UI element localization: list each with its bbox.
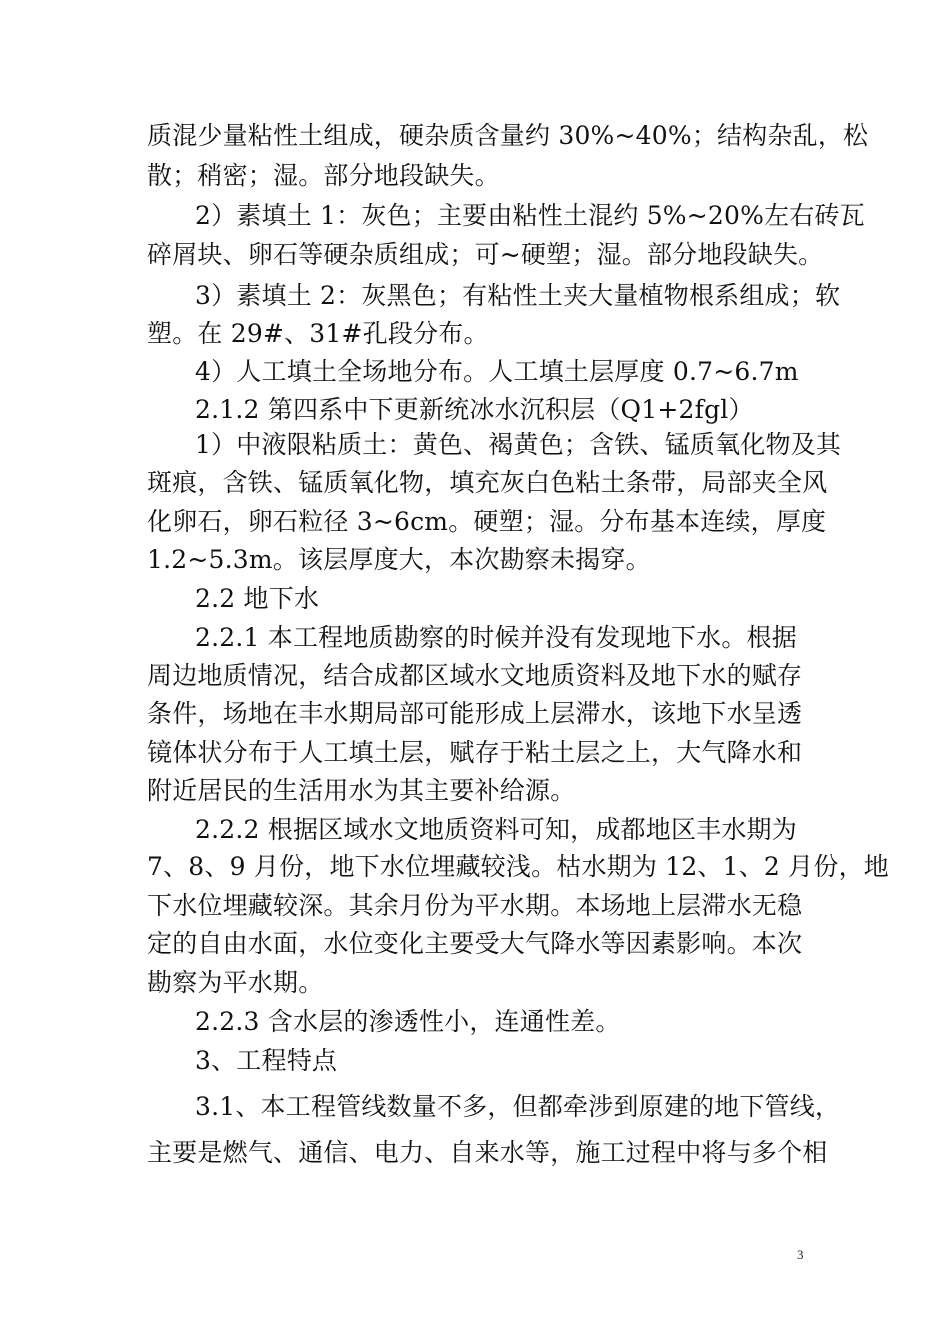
text-line: 3）素填土 2：灰黑色；有粘性土夹大量植物根系组成；软 [195, 281, 841, 310]
text-line: 碎屑块、卵石等硬杂质组成；可~硬塑；湿。部分地段缺失。 [147, 240, 824, 269]
text-line: 7、8、9 月份，地下水位埋藏较浅。枯水期为 12、1、2 月份，地 [147, 852, 889, 881]
text-line: 附近居民的生活用水为其主要补给源。 [147, 776, 576, 805]
section-heading: 2.2 地下水 [195, 584, 320, 613]
text-line: 塑。在 29#、31#孔段分布。 [147, 319, 489, 348]
text-line: 2.2.1 本工程地质勘察的时候并没有发现地下水。根据 [195, 623, 797, 652]
page-number: 3 [797, 1247, 804, 1262]
text-line: 2.2.3 含水层的渗透性小，连通性差。 [195, 1007, 621, 1036]
text-line: 斑痕，含铁、锰质氧化物，填充灰白色粘土条带，局部夹全风 [147, 468, 828, 497]
text-line: 2.2.2 根据区域水文地质资料可知，成都地区丰水期为 [195, 815, 797, 844]
text-line: 1.2~5.3m。该层厚度大，本次勘察未揭穿。 [147, 545, 651, 574]
text-line: 4）人工填土全场地分布。人工填土层厚度 0.7~6.7m [195, 357, 799, 386]
text-line: 质混少量粘性土组成，硬杂质含量约 30%~40%；结构杂乱，松 [147, 121, 869, 150]
text-line: 散；稍密；湿。部分地段缺失。 [147, 161, 500, 190]
text-line: 1）中液限粘质土：黄色、褐黄色；含铁、锰质氧化物及其 [195, 430, 842, 459]
text-line: 定的自由水面，水位变化主要受大气降水等因素影响。本次 [147, 929, 803, 958]
text-line: 镜体状分布于人工填土层，赋存于粘土层之上，大气降水和 [147, 738, 803, 767]
text-line: 化卵石，卵石粒径 3~6cm。硬塑；湿。分布基本连续，厚度 [147, 507, 827, 536]
text-line: 周边地质情况，结合成都区域水文地质资料及地下水的赋存 [147, 661, 803, 690]
text-line: 条件，场地在丰水期局部可能形成上层滞水，该地下水呈透 [147, 699, 803, 728]
section-heading: 3、工程特点 [195, 1046, 338, 1075]
text-line: 下水位埋藏较深。其余月份为平水期。本场地上层滞水无稳 [147, 891, 803, 920]
text-line: 2）素填土 1：灰色；主要由粘性土混约 5%~20%左右砖瓦 [195, 201, 865, 230]
text-line: 3.1、本工程管线数量不多，但都牵涉到原建的地下管线， [195, 1092, 841, 1121]
text-line: 勘察为平水期。 [147, 968, 324, 997]
section-heading: 2.1.2 第四系中下更新统冰水沉积层（Q1+2fgl） [195, 395, 754, 424]
text-line: 主要是燃气、通信、电力、自来水等，施工过程中将与多个相 [147, 1138, 828, 1167]
